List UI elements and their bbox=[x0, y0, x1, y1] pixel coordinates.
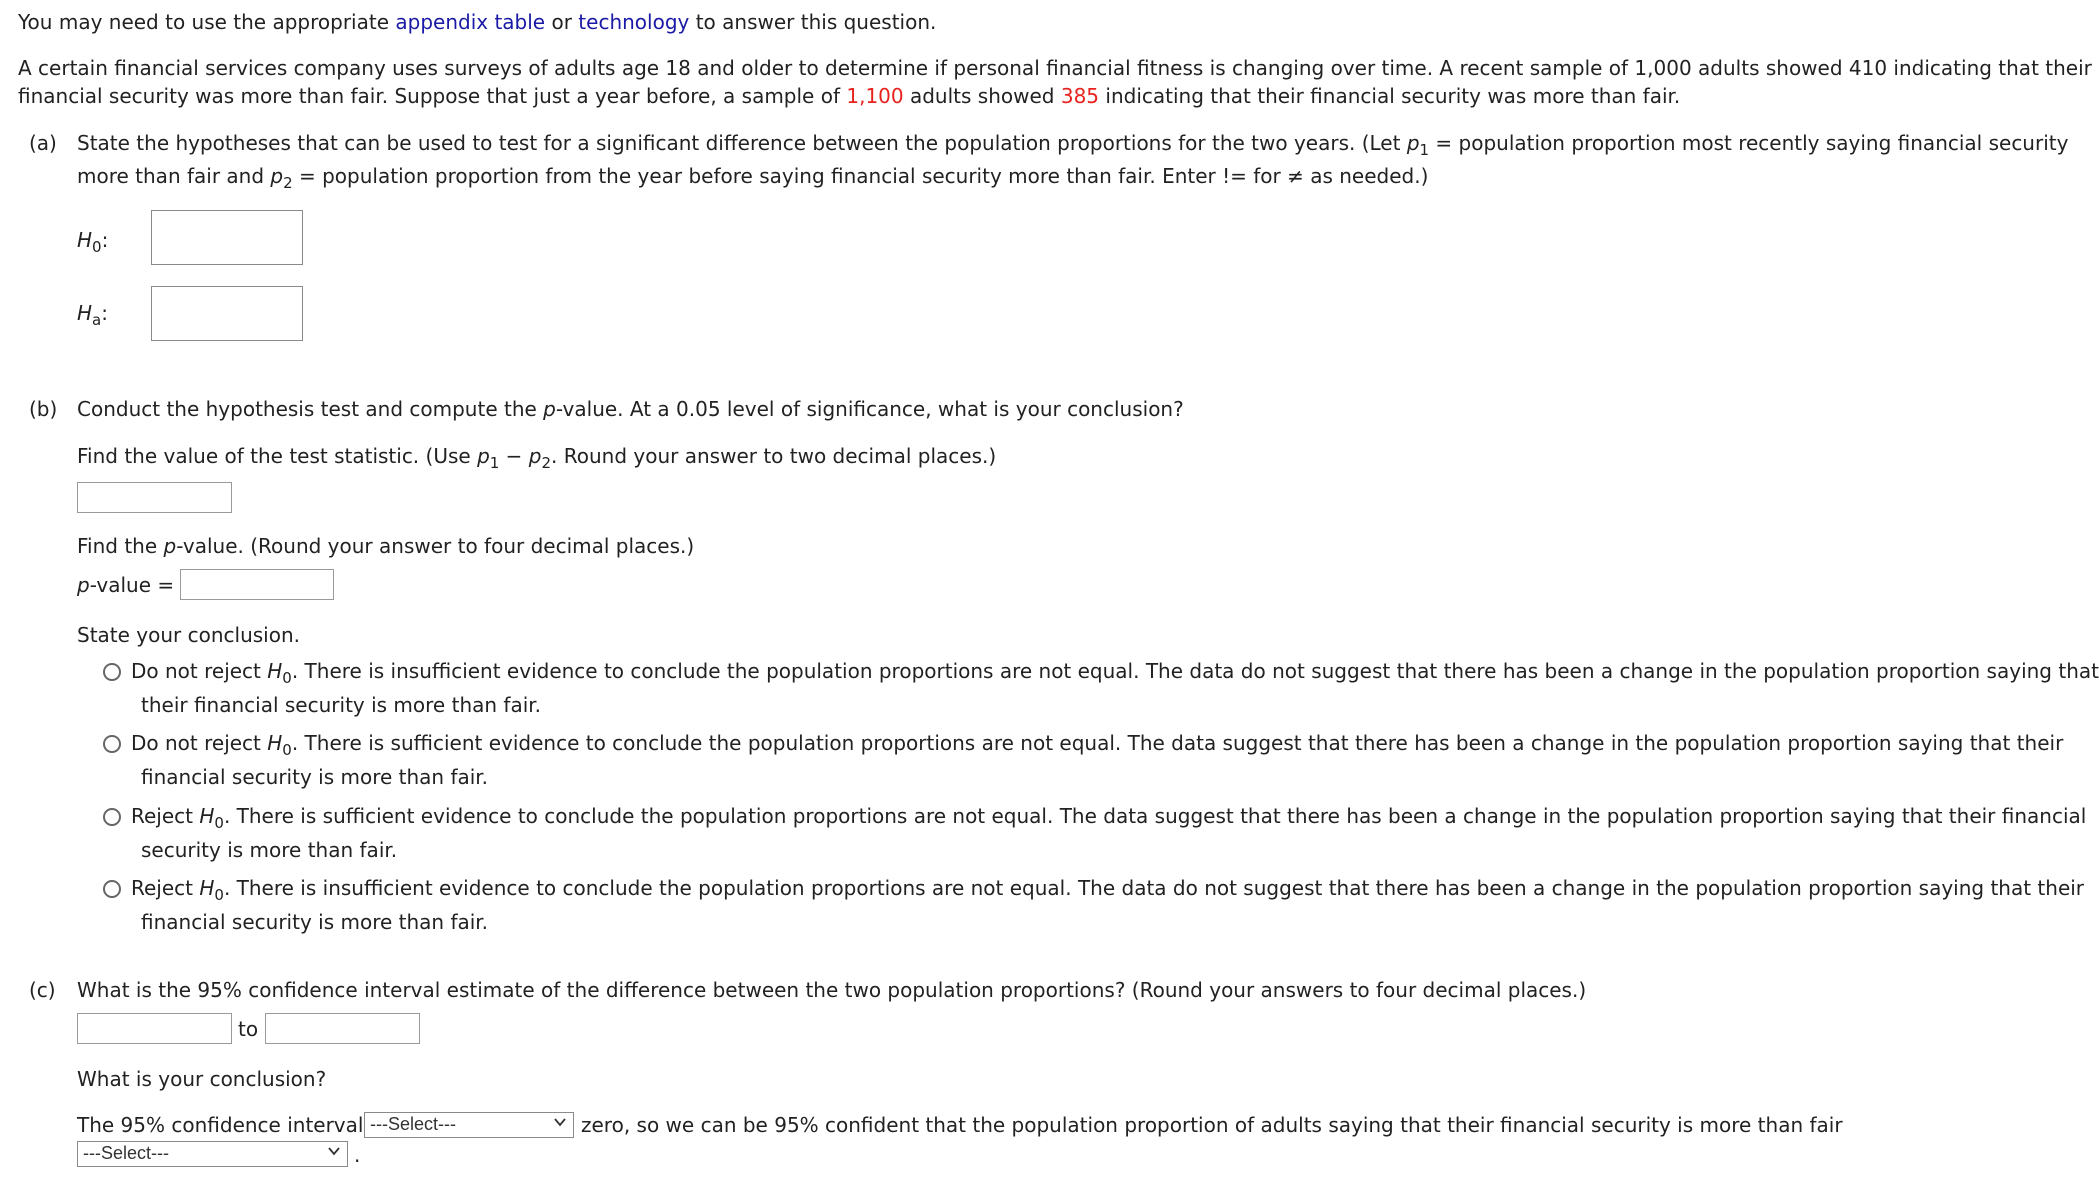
option-2-radio[interactable] bbox=[103, 735, 121, 753]
option-1-text: Do not reject $H_0$. There is insufficient evidence to conclude the population proportions are not equal. The data do not suggest that there has been a change in the population proportion saying that bbox=[131, 659, 2099, 687]
conclusion-prompt: State your conclusion. bbox=[77, 623, 301, 647]
technology-link[interactable]: technology bbox=[578, 10, 690, 34]
ha-label: $H_a$: bbox=[77, 301, 108, 329]
ha-input[interactable] bbox=[151, 286, 303, 341]
p-value-label: p-value = bbox=[77, 573, 175, 597]
count-value: 385 bbox=[1060, 84, 1100, 108]
option-3-radio[interactable] bbox=[103, 808, 121, 826]
ci-conclusion-text: The 95% confidence interval bbox=[77, 1113, 364, 1137]
chevron-down-icon bbox=[327, 1144, 341, 1158]
part-b-question: Conduct the hypothesis test and compute the p-value. At a 0.05 level of significance, what is your conclusion? bbox=[77, 397, 1184, 421]
ci-relation-select[interactable]: ---Select--- bbox=[364, 1112, 574, 1138]
option-2-text: Do not reject $H_0$. There is sufficient evidence to conclude the population proportions are not equal. The data suggest that there has been a change in the population proportion saying that their bbox=[131, 731, 2064, 759]
problem-line-1: A certain financial services company uses surveys of adults age 18 and older to determine if personal financial fitness is changing over time. A recent sample of 1,000 adults showed 410 indicating that their bbox=[18, 56, 2092, 80]
final-period: . bbox=[354, 1143, 361, 1167]
option-3-text-line-2: security is more than fair. bbox=[141, 838, 398, 862]
option-4-text: Reject $H_0$. There is insufficient evidence to conclude the population proportions are not equal. The data do not suggest that there has been a change in the population proportion saying that their bbox=[131, 876, 2085, 904]
part-b-label: (b) bbox=[29, 397, 58, 421]
problem-line-2: financial security was more than fair. Suppose that just a year before, a sample of 1,100 adults showed 385 indicating that their financial security was more than fair. bbox=[18, 84, 1681, 108]
test-statistic-prompt: Find the value of the test statistic. (Use $p_1 - p_2$. Round your answer to two decimal places.) bbox=[77, 444, 997, 472]
ci-conclusion-continuation: zero, so we can be 95% confident that the population proportion of adults saying that their financial security is more than fair bbox=[581, 1113, 1843, 1137]
intro-line: You may need to use the appropriate appendix table or technology to answer this question. bbox=[18, 10, 937, 34]
sample-size-value: 1,100 bbox=[846, 84, 904, 108]
part-a-question-line-2: more than fair and $p_2$ = population proportion from the year before saying financial security more than fair. Enter != for ≠ as needed.) bbox=[77, 164, 1429, 192]
part-a-label: (a) bbox=[29, 131, 57, 155]
part-c-label: (c) bbox=[29, 978, 56, 1002]
part-c-question: What is the 95% confidence interval estimate of the difference between the two population proportions? (Round your answers to four decimal places.) bbox=[77, 978, 1587, 1002]
h0-label: $H_0$: bbox=[77, 228, 109, 256]
option-2-text-line-2: financial security is more than fair. bbox=[141, 765, 489, 789]
option-4-text-line-2: financial security is more than fair. bbox=[141, 910, 489, 934]
ci-conclusion-select[interactable]: ---Select--- bbox=[77, 1141, 348, 1167]
part-a-question-line-1: State the hypotheses that can be used to test for a significant difference between the population proportions for the two years. (Let $p_1$ = population proportion most recently saying financial security bbox=[77, 131, 2069, 159]
h0-input[interactable] bbox=[151, 210, 303, 265]
option-3-text: Reject $H_0$. There is sufficient evidence to conclude the population proportions are not equal. The data suggest that there has been a change in the population proportion saying that their financial bbox=[131, 804, 2087, 832]
option-1-text-line-2: their financial security is more than fair. bbox=[141, 693, 541, 717]
p-value-input[interactable] bbox=[180, 569, 334, 600]
appendix-table-link[interactable]: appendix table bbox=[395, 10, 546, 34]
test-statistic-input[interactable] bbox=[77, 482, 232, 513]
option-4-radio[interactable] bbox=[103, 880, 121, 898]
ci-lower-input[interactable] bbox=[77, 1013, 232, 1044]
p-value-prompt: Find the p-value. (Round your answer to four decimal places.) bbox=[77, 534, 695, 558]
ci-to-label: to bbox=[238, 1017, 259, 1041]
ci-upper-input[interactable] bbox=[265, 1013, 420, 1044]
part-c-conclusion-question: What is your conclusion? bbox=[77, 1067, 327, 1091]
chevron-down-icon bbox=[553, 1115, 567, 1129]
option-1-radio[interactable] bbox=[103, 663, 121, 681]
